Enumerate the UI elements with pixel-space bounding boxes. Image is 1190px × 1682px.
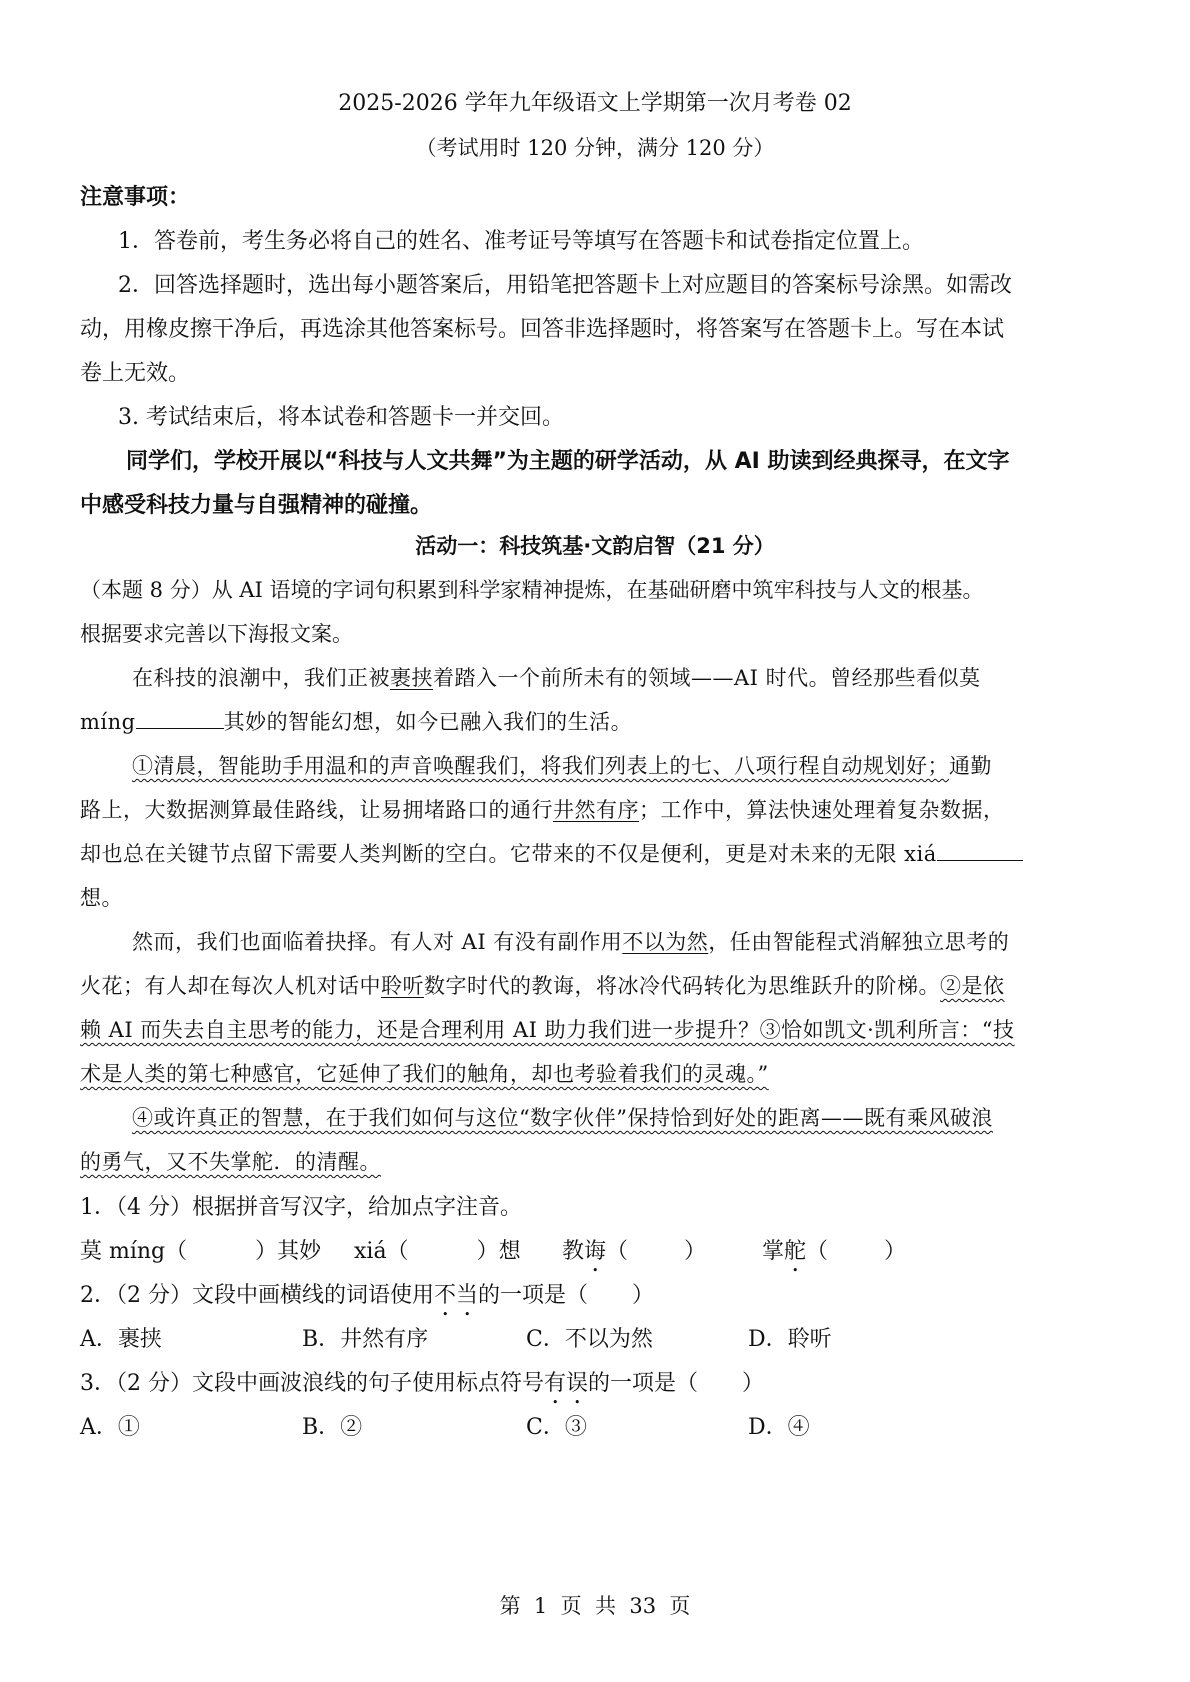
notice-item-3: 3. 考试结束后，将本试卷和答题卡一并交回。: [118, 405, 564, 430]
underlined-word-2: 井然有序: [553, 798, 639, 822]
q1-item-c: [562, 1234, 706, 1277]
q3-stem-part-1: 3．（2 分）文段中画波浪线的句子使用标点符号: [80, 1371, 544, 1396]
q1-item-a: [80, 1234, 321, 1265]
notice-item-2-line-3: 卷上无效。: [80, 361, 191, 386]
q2-option-c[interactable]: C．不以为然: [526, 1327, 653, 1352]
q2-stem-dotted: 不当: [434, 1283, 479, 1308]
intro-line-1: 同学们，学校开展以“科技与人文共舞”为主题的研学活动，从 AI 助读到经典探寻，在文字: [126, 449, 1010, 474]
passage-p1-line-2: [80, 706, 632, 736]
wavy-sentence-1: ①清晨，智能助手用温和的声音唤醒我们，将我们列表上的七、八项行程自动规划好；: [132, 754, 949, 778]
q1-item-d-open: （: [806, 1239, 829, 1264]
q1-item-b-post: ）想: [476, 1239, 521, 1264]
activity-title: 活动一：科技筑基·文韵启智（21 分）: [415, 534, 775, 558]
wavy-sentence-2-part-1: ②是依: [940, 974, 1005, 998]
q3-option-d[interactable]: D．④: [748, 1415, 810, 1440]
q1-item-d: [762, 1234, 906, 1277]
text-segment: ，任由智能程式消解独立思考的: [708, 930, 1010, 954]
wavy-sentence-2-part-2: 赖 AI 而失去自主思考的能力，还是合理利用 AI 助力我们进一步提升？: [80, 1018, 760, 1042]
text-segment: 通勤: [949, 754, 992, 778]
passage-p2-line-4: 想。: [80, 886, 123, 910]
wavy-sentence-3-part-1: ③恰如凯文·凯利所言：“技: [759, 1018, 1015, 1042]
wavy-sentence-4-part-2: 的勇气，又不失掌舵．的清醒。: [80, 1150, 381, 1174]
wavy-sentence-4-part-1: ④或许真正的智慧，在于我们如何与这位“数字伙伴”保持恰到好处的距离——既有乘风破浪: [132, 1106, 993, 1130]
question-1-stem: 1．（4 分）根据拼音写汉字，给加点字注音。: [80, 1195, 522, 1220]
activity-desc-line-1: （本题 8 分）从 AI 语境的字词句积累到科学家精神提炼，在基础研磨中筑牢科技与人文的根基。: [80, 578, 984, 602]
q3-stem-part-2: 的一项是（ ）: [588, 1371, 765, 1396]
q2-stem-part-1: 2．（2 分）文段中画横线的词语使用: [80, 1283, 434, 1308]
passage-p1-line-1: [132, 662, 981, 692]
underlined-word-4: 聆听: [381, 974, 424, 998]
passage-p2-line-1: [132, 750, 992, 780]
text-segment: 然而，我们也面临着抉择。有人对 AI 有没有副作用: [132, 930, 623, 954]
q1-item-c-open: （: [606, 1239, 629, 1264]
text-segment: 其妙的智能幻想，如今已融入我们的生活。: [223, 710, 633, 734]
notice-item-2-line-2: 动，用橡皮擦干净后，再选涂其他答案标号。回答非选择题时，将答案写在答题卡上。写在本试: [80, 317, 1005, 342]
q1-item-d-pre: 掌: [762, 1239, 785, 1264]
question-2-stem: [80, 1278, 654, 1321]
q1-item-c-pre: 教: [562, 1239, 585, 1264]
text-segment: 数字时代的教诲，将冰冷代码转化为思维跃升的阶梯。: [424, 974, 940, 998]
text-segment: 火花；有人却在每次人机对话中: [80, 974, 381, 998]
notice-item-1: 1．答卷前，考生务必将自己的姓名、准考证号等填写在答题卡和试卷指定位置上。: [118, 229, 924, 254]
q1-item-b: [354, 1234, 521, 1265]
text-segment: 着踏入一个前所未有的领域——AI 时代。曾经那些看似莫: [433, 666, 981, 690]
q3-option-b[interactable]: B．②: [302, 1415, 363, 1440]
passage-p3-line-2: [80, 970, 1005, 1000]
q1-item-c-close: ）: [684, 1239, 707, 1264]
q3-option-a[interactable]: A．①: [80, 1415, 140, 1440]
intro-line-2: 中感受科技力量与自强精神的碰撞。: [80, 493, 433, 518]
notice-item-2-line-1: 2．回答选择题时，选出每小题答案后，用铅笔把答题卡上对应题目的答案标号涂黑。如需改: [118, 273, 1013, 298]
passage-p2-line-2: [80, 794, 1005, 824]
q3-option-c[interactable]: C．③: [526, 1415, 587, 1440]
q1-item-d-dotted: 舵: [784, 1239, 807, 1264]
q2-option-a[interactable]: A．裹挟: [80, 1327, 162, 1352]
text-segment: 却也总在关键节点留下需要人类判断的空白。它带来的不仅是便利，更是对未来的无限 xiá: [80, 842, 937, 866]
fill-blank-xia: [937, 838, 1023, 861]
q1-item-c-dotted: 诲: [584, 1239, 607, 1264]
underlined-word-1: 裹挟: [390, 666, 433, 690]
pinyin-text: míng: [80, 710, 136, 734]
notice-heading: 注意事项：: [80, 185, 191, 210]
passage-p4-line-2: [80, 1146, 381, 1176]
exam-subtitle: （考试用时 120 分钟，满分 120 分）: [415, 136, 775, 160]
q3-stem-dotted: 有误: [544, 1371, 589, 1396]
passage-p3-line-4: [80, 1058, 769, 1088]
text-segment: ；工作中，算法快速处理着复杂数据，: [639, 798, 1005, 822]
wavy-sentence-3-part-2: 术是人类的第七种感官，它延伸了我们的触角，却也考验着我们的灵魂。”: [80, 1062, 769, 1086]
q1-item-a-post: ）其妙: [255, 1239, 322, 1264]
passage-p3-line-3: [80, 1014, 1015, 1044]
page-number: 第 1 页 共 33 页: [499, 1594, 691, 1618]
passage-p4-line-1: [132, 1102, 993, 1132]
q2-option-b[interactable]: B．井然有序: [302, 1327, 429, 1352]
underlined-word-3: 不以为然: [622, 930, 709, 954]
text-segment: 在科技的浪潮中，我们正被: [132, 666, 390, 690]
fill-blank-ming: [136, 706, 224, 729]
q1-item-a-pre: 莫 míng（: [80, 1239, 188, 1264]
q1-item-d-close: ）: [884, 1239, 907, 1264]
q1-item-b-pre: xiá（: [354, 1239, 409, 1264]
passage-p2-line-3: [80, 838, 1023, 868]
exam-title: 2025-2026 学年九年级语文上学期第一次月考卷 02: [338, 91, 852, 116]
text-segment: 路上，大数据测算最佳路线，让易拥堵路口的通行: [80, 798, 553, 822]
activity-desc-line-2: 根据要求完善以下海报文案。: [80, 622, 353, 646]
q2-option-d[interactable]: D．聆听: [748, 1327, 832, 1352]
passage-p3-line-1: [132, 926, 1009, 956]
q2-stem-part-2: 的一项是（ ）: [478, 1283, 655, 1308]
question-3-stem: [80, 1366, 764, 1409]
